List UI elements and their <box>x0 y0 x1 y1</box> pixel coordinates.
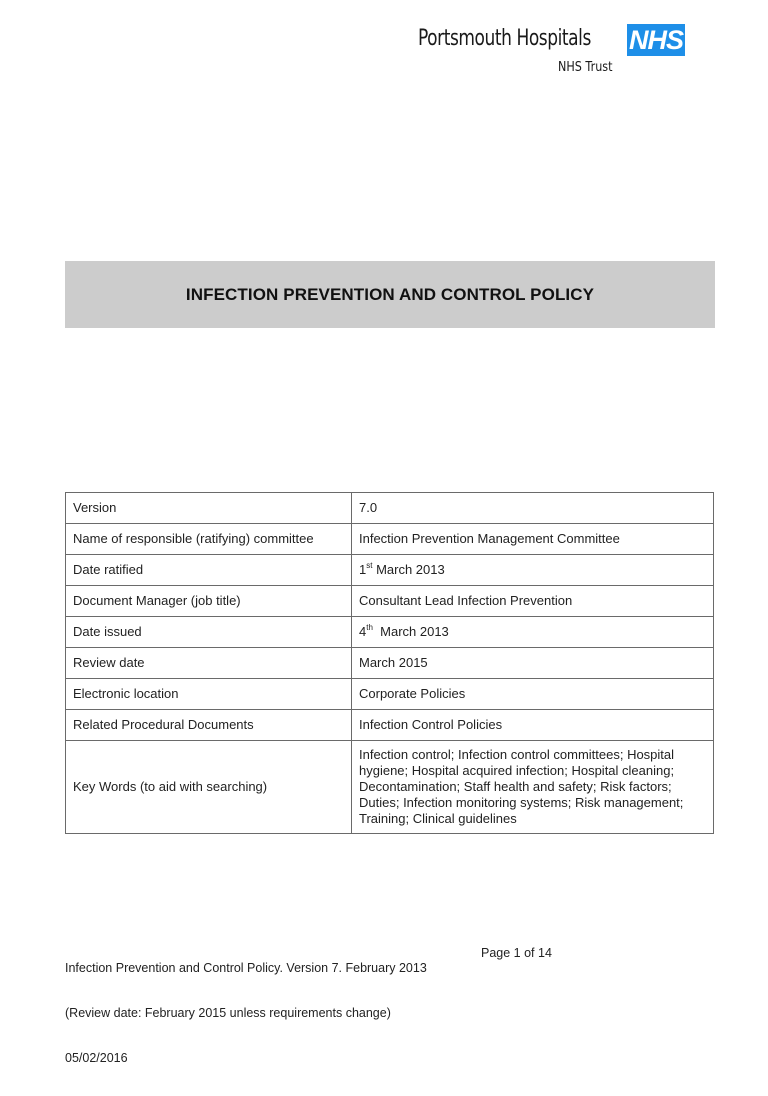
row-label: Name of responsible (ratifying) committee <box>66 524 352 555</box>
row-value: Consultant Lead Infection Prevention <box>352 586 714 617</box>
row-value: 7.0 <box>352 493 714 524</box>
page-number: Page 1 of 14 <box>481 946 552 960</box>
table-row <box>66 493 714 524</box>
document-title: INFECTION PREVENTION AND CONTROL POLICY <box>185 284 595 304</box>
date-ordinal: th <box>366 622 373 632</box>
date-ordinal: st <box>366 560 373 570</box>
nhs-badge-icon: NHS <box>628 25 683 55</box>
table-row <box>66 648 714 679</box>
row-value: Infection control; Infection control committees; Hospital hygiene; Hospital acquired infection; Hospital cleaning; Decontamination; Staff health and safety; Risk factors; Duties; Infection monitoring systems; Risk management; Training; Clinical guidelines <box>352 741 714 834</box>
row-label: Review date <box>66 648 352 679</box>
footer-review-line: (Review date: February 2015 unless requirements change) <box>65 1006 391 1020</box>
table-row <box>66 555 714 586</box>
row-value <box>352 555 714 586</box>
table-row <box>66 524 714 555</box>
row-label: Key Words (to aid with searching) <box>66 741 352 834</box>
footer-date: 05/02/2016 <box>65 1051 128 1065</box>
table-row <box>66 586 714 617</box>
table-row <box>66 617 714 648</box>
row-value: Infection Control Policies <box>352 710 714 741</box>
row-label: Version <box>66 493 352 524</box>
page-footer <box>65 931 552 1096</box>
row-value: Corporate Policies <box>352 679 714 710</box>
nhs-trust-logo <box>418 22 688 75</box>
row-label: Date issued <box>66 617 352 648</box>
row-value: March 2015 <box>352 648 714 679</box>
date-day: 4 <box>359 624 367 639</box>
row-label: Date ratified <box>66 555 352 586</box>
row-value <box>352 617 714 648</box>
organisation-name: Portsmouth Hospitals <box>418 26 591 51</box>
footer-policy-line: Infection Prevention and Control Policy. Version 7. February 2013 <box>65 961 427 975</box>
table-row <box>66 710 714 741</box>
row-label: Document Manager (job title) <box>66 586 352 617</box>
document-control-table <box>65 492 714 834</box>
trust-label: NHS Trust <box>558 60 613 75</box>
date-day: 1 <box>359 562 367 577</box>
row-label: Related Procedural Documents <box>66 710 352 741</box>
date-month-year: March 2013 <box>372 624 449 639</box>
title-band <box>65 261 715 328</box>
row-label: Electronic location <box>66 679 352 710</box>
date-month-year: March 2013 <box>372 562 445 577</box>
table-row <box>66 741 714 834</box>
table-row <box>66 679 714 710</box>
row-value: Infection Prevention Management Committee <box>352 524 714 555</box>
